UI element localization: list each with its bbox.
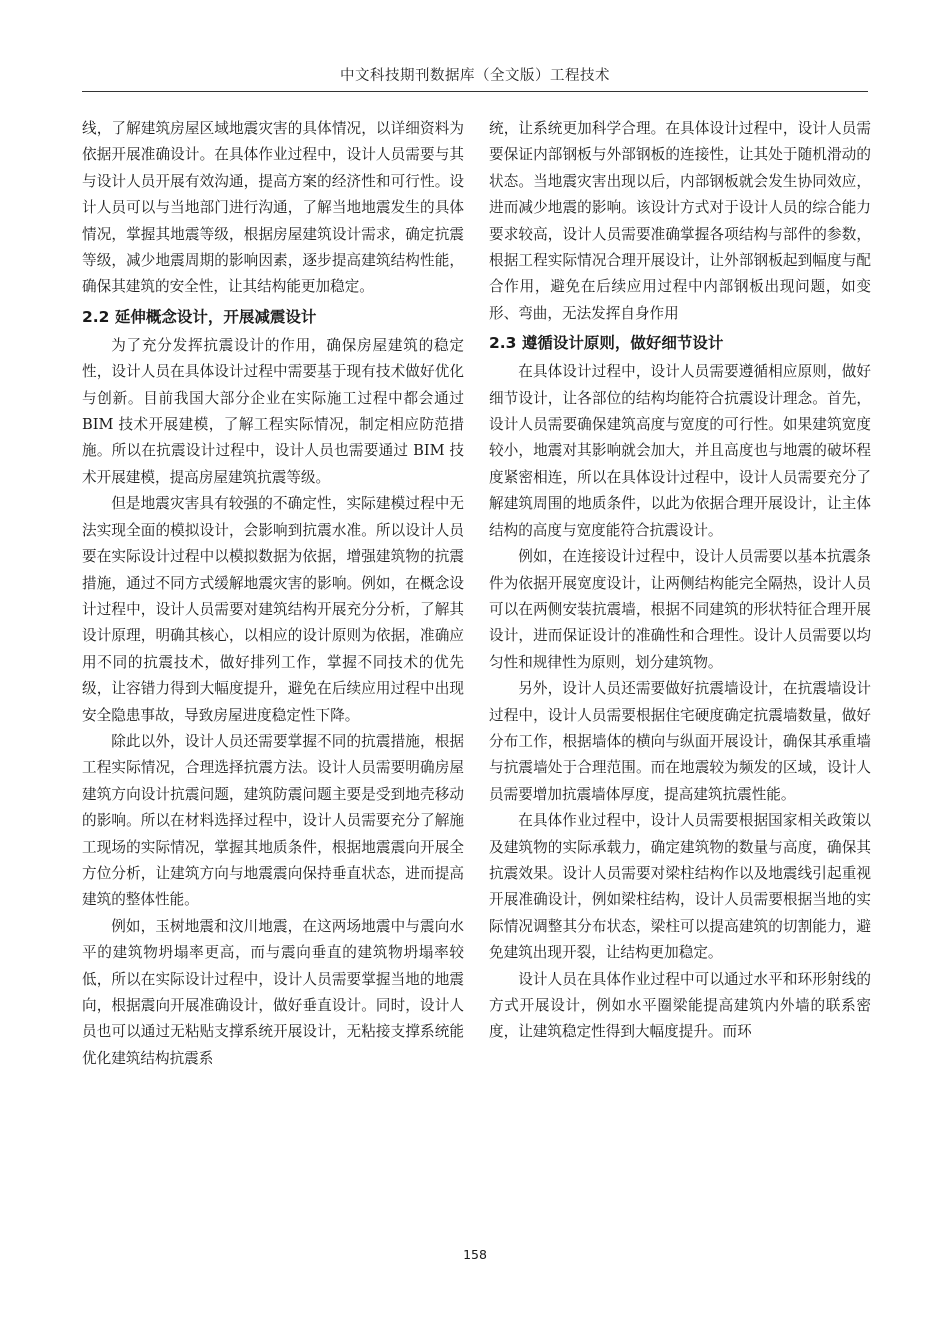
paragraph: 另外，设计人员还需要做好抗震墙设计，在抗震墙设计过程中，设计人员需要根据住宅硬度确定抗震墙数量，做好分布工作，根据墙体的横向与纵面开展设计，确保其承重墙与抗震墙处于合理范围。而在地震较为频发的区域，设计人员需要增加抗震墙体厚度，提高建筑抗震性能。 [489, 680, 871, 803]
running-header: 中文科技期刊数据库（全文版）工程技术 [82, 64, 868, 92]
paragraph: 统，让系统更加科学合理。在具体设计过程中，设计人员需要保证内部钢板与外部钢板的连接性，让其处于随机滑动的状态。当地震灾害出现以后，内部钢板就会发生协同效应，进而减少地震的影响。该设计方式对于设计人员的综合能力要求较高，设计人员需要准确掌握各项结构与部件的参数，根据工程实际情况合理开展设计，让外部钢板起到幅度与配合作用，避免在后续应用过程中内部钢板出现问题，如变形、弯曲，无法发挥自身作用 [489, 120, 871, 322]
section-heading-2-2: 2.2 延伸概念设计，开展减震设计 [82, 307, 317, 326]
paragraph: 例如，玉树地震和汶川地震，在这两场地震中与震向水平的建筑物坍塌率更高，而与震向垂直的建筑物坍塌率较低，所以在实际设计过程中，设计人员需要掌握当地的地震向，根据震向开展准确设计，做好垂直设计。同时，设计人员也可以通过无粘贴支撑系统开展设计，无粘接支撑系统能优化建筑结构抗震系 [82, 917, 464, 1067]
paragraph: 在具体作业过程中，设计人员需要根据国家相关政策以及建筑物的实际承载力，确定建筑物的数量与高度，确保其抗震效果。设计人员需要对梁柱结构作以及地震线引起重视开展准确设计，例如梁柱结构，设计人员需要根据当地的实际情况调整其分布状态，梁柱可以提高建筑的切割能力，避免建筑出现开裂，让结构更加稳定。 [489, 812, 871, 962]
page-number: 158 [463, 1247, 487, 1262]
paragraph: 在具体设计过程中，设计人员需要遵循相应原则，做好细节设计，让各部位的结构均能符合抗震设计理念。首先，设计人员需要确保建筑高度与宽度的可行性。如果建筑宽度较小，地震对其影响就会加大，并且高度也与地震的破坏程度紧密相连，所以在具体设计过程中，设计人员需要充分了解建筑周围的地质条件，以此为依据合理开展设计，让主体结构的高度与宽度能符合抗震设计。 [489, 363, 871, 539]
paragraph: 除此以外，设计人员还需要掌握不同的抗震措施，根据工程实际情况，合理选择抗震方法。设计人员需要明确房屋建筑方向设计抗震问题，建筑防震问题主要是受到地壳移动的影响。所以在材料选择过程中，设计人员需要充分了解施工现场的实际情况，掌握其地质条件，根据地震震向开展全方位分析，让建筑方向与地震震向保持垂直状态，进而提高建筑的整体性能。 [82, 732, 464, 909]
section-heading-2-3: 2.3 遵循设计原则，做好细节设计 [489, 334, 724, 353]
paragraph: 为了充分发挥抗震设计的作用，确保房屋建筑的稳定性，设计人员在具体设计过程中需要基于现有技术做好优化与创新。目前我国大部分企业在实际施工过程中都会通过 BIM 技术开展建模，了解工程实际情况，制定相应防范措施。所以在抗震设计过程中，设计人员也需要通过 BIM 技术开展建模，提高房屋建筑抗震等级。 [82, 336, 464, 486]
left-column [82, 116, 464, 1072]
paragraph: 例如，在连接设计过程中，设计人员需要以基本抗震条件为依据开展宽度设计，让两侧结构能完全隔热，设计人员可以在两侧安装抗震墙，根据不同建筑的形状特征合理开展设计，进而保证设计的准确性和合理性。设计人员需要以均匀性和规律性为原则，划分建筑物。 [489, 548, 871, 671]
right-column [489, 116, 871, 1046]
paragraph: 但是地震灾害具有较强的不确定性，实际建模过程中无法实现全面的模拟设计，会影响到抗震水准。所以设计人员要在实际设计过程中以模拟数据为依据，增强建筑物的抗震措施，通过不同方式缓解地震灾害的影响。例如，在概念设计过程中，设计人员需要对建筑结构开展充分分析，了解其设计原理，明确其核心，以相应的设计原则为依据，准确应用不同的抗震技术，做好排列工作，掌握不同技术的优先级，让容错力得到大幅度提升，避免在后续应用过程中出现安全隐患事故，导致房屋进度稳定性下降。 [82, 495, 464, 724]
paragraph: 线，了解建筑房屋区域地震灾害的具体情况，以详细资料为依据开展准确设计。在具体作业过程中，设计人员需要与其与设计人员开展有效沟通，提高方案的经济性和可行性。设计人员可以与当地部门进行沟通，了解当地地震发生的具体情况，掌握其地震等级，根据房屋建筑设计需求，确定抗震等级，减少地震周期的影响因素，逐步提高建筑结构性能，确保其建筑的安全性，让其结构能更加稳定。 [82, 120, 464, 296]
paragraph: 设计人员在具体作业过程中可以通过水平和环形射线的方式开展设计，例如水平圈梁能提高建筑内外墙的联系密度，让建筑稳定性得到大幅度提升。而环 [489, 970, 871, 1041]
